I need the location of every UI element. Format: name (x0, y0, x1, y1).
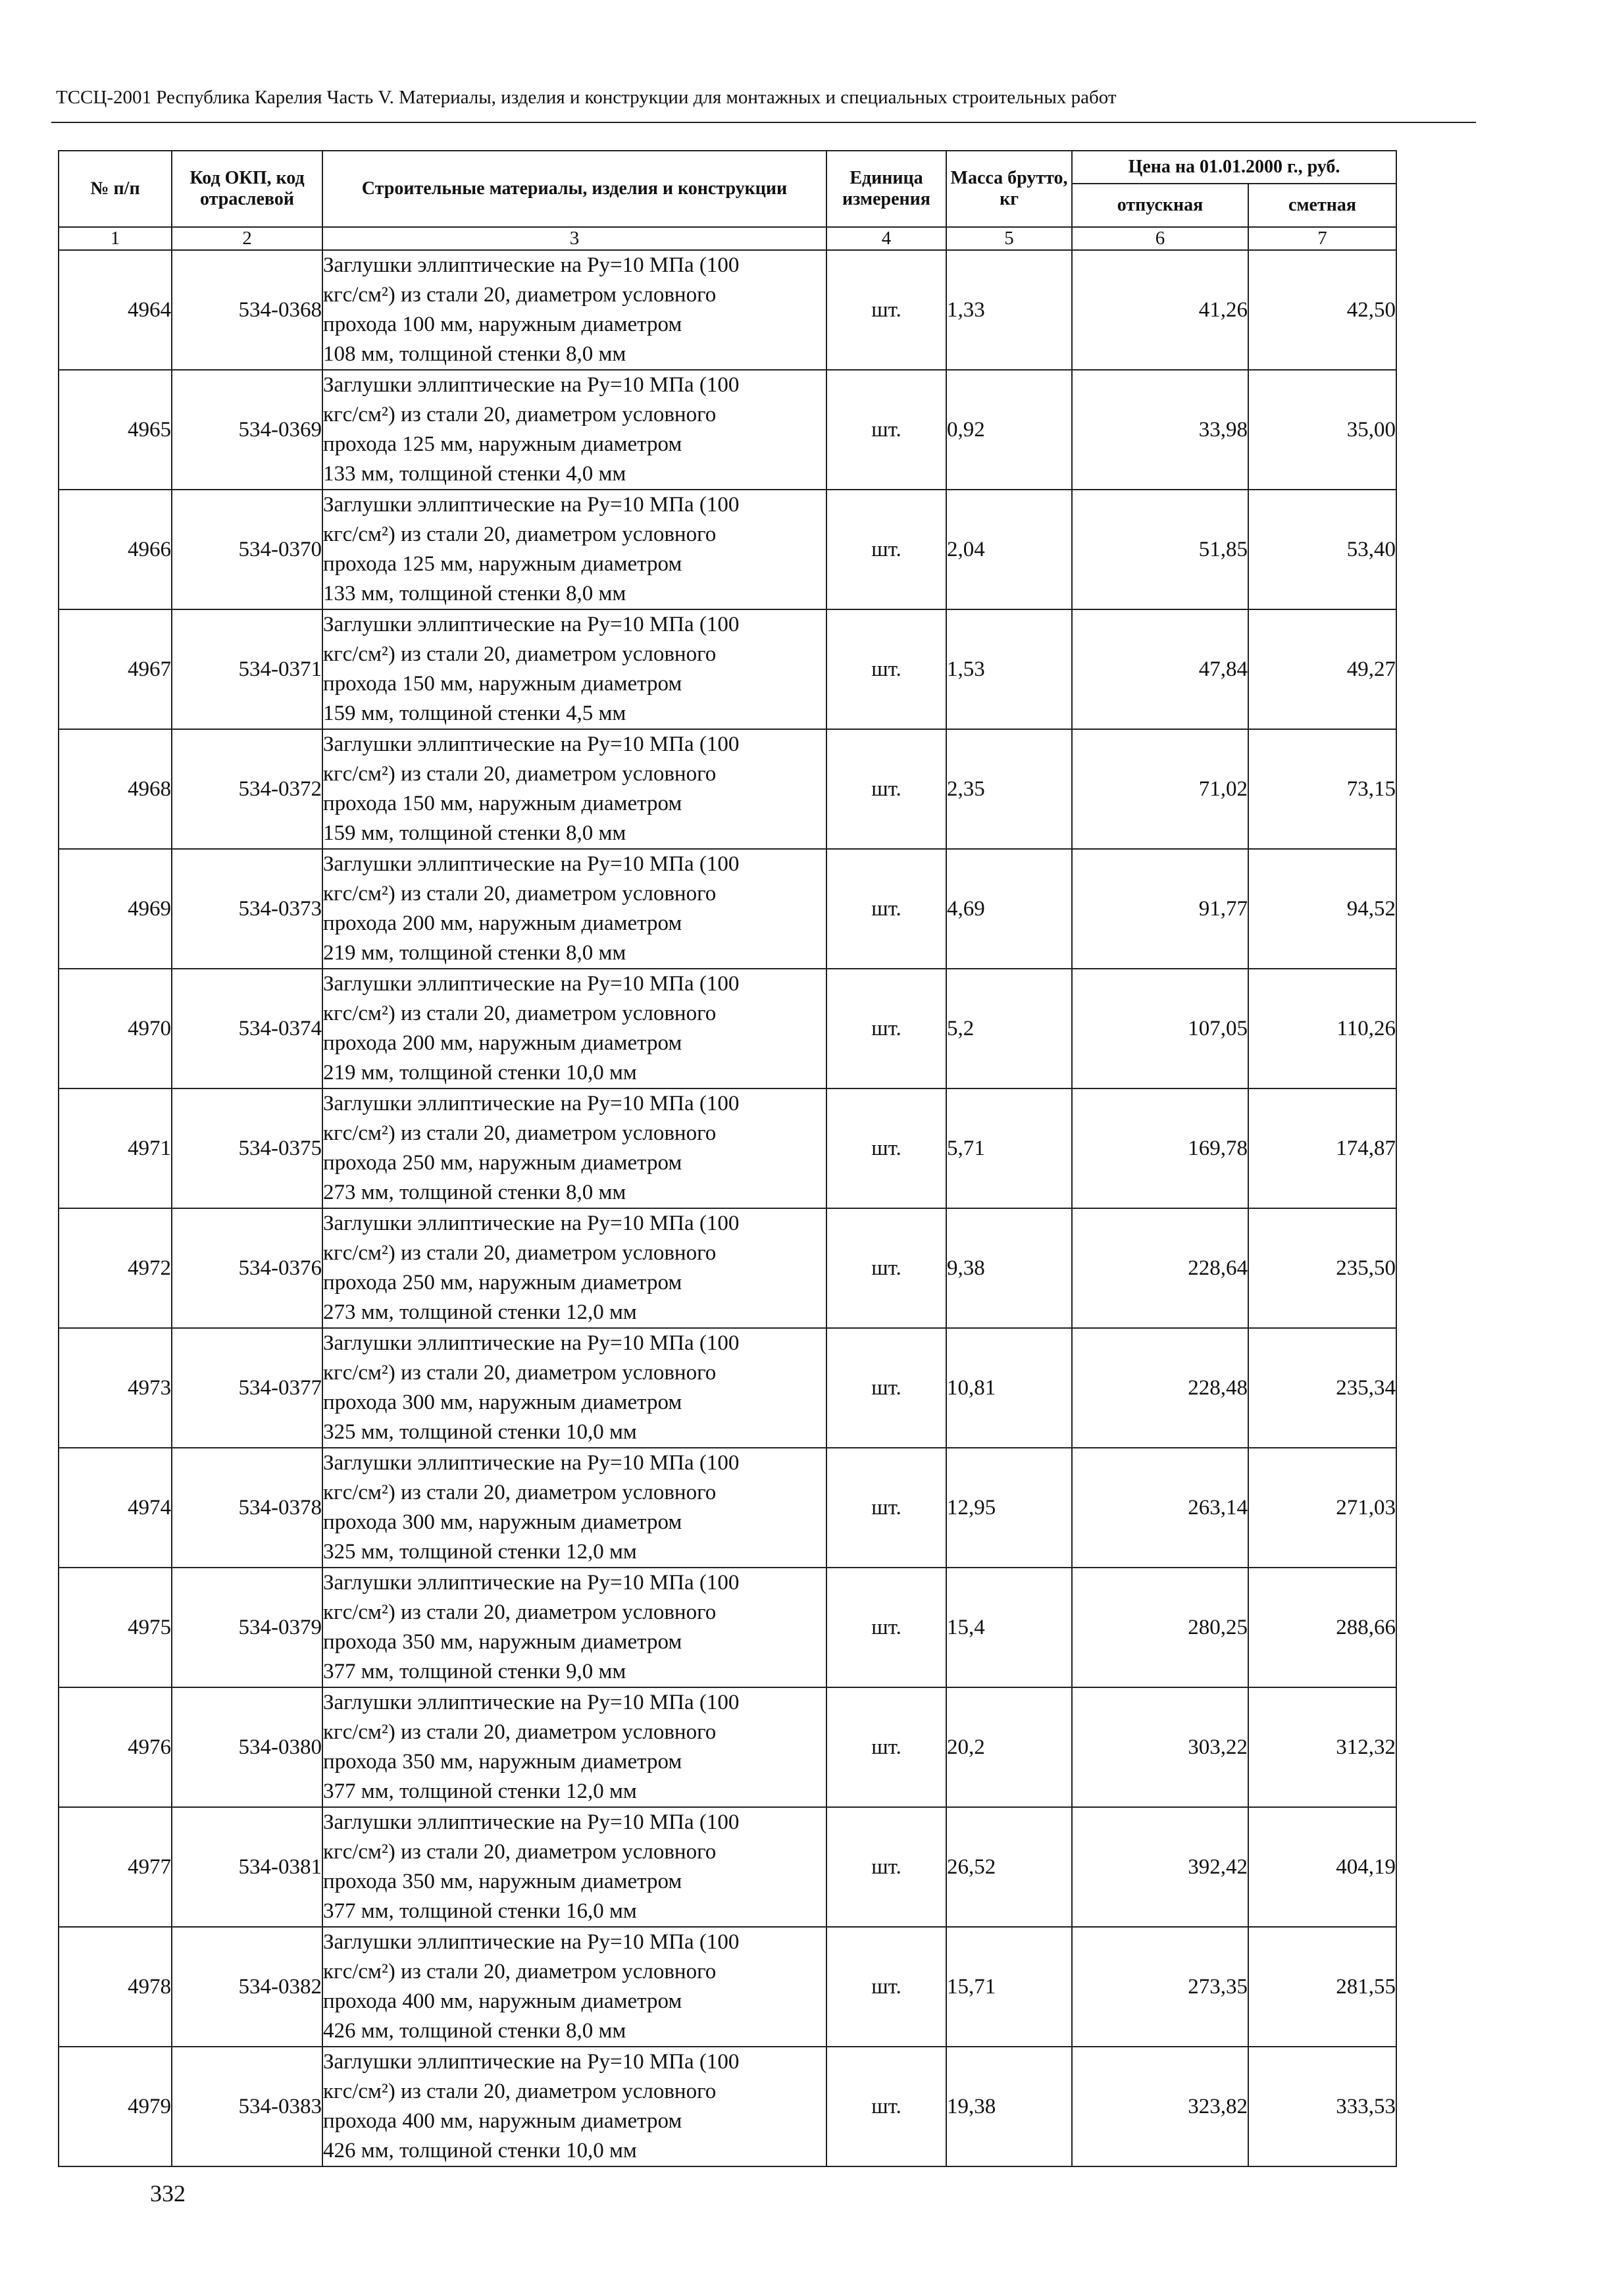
item-description-line: кгс/см²) из стали 20, диаметром условного (323, 2080, 717, 2103)
table-row (59, 1807, 1396, 1927)
item-description-line: прохода 100 мм, наружным диаметром (323, 313, 682, 336)
item-code: 534-0374 (172, 969, 322, 1088)
item-number: 4974 (59, 1448, 172, 1568)
col-header-price-estimate: сметная (1248, 184, 1396, 227)
table-row (59, 1208, 1396, 1328)
column-number: 2 (172, 227, 322, 250)
item-price-release: 273,35 (1072, 1927, 1248, 2047)
item-description (322, 2047, 826, 2166)
item-price-estimate: 94,52 (1248, 849, 1396, 969)
col-header-no: № п/п (59, 151, 172, 227)
item-price-estimate: 73,15 (1248, 729, 1396, 849)
column-number-row (59, 227, 1396, 250)
item-unit: шт. (826, 969, 946, 1088)
item-code: 534-0381 (172, 1807, 322, 1927)
item-price-estimate: 333,53 (1248, 2047, 1396, 2166)
item-mass: 9,38 (946, 1208, 1072, 1328)
item-description (322, 250, 826, 370)
item-description-line: прохода 350 мм, наружным диаметром (323, 1870, 682, 1893)
item-mass: 5,71 (946, 1088, 1072, 1208)
item-description-line: прохода 150 мм, наружным диаметром (323, 792, 682, 815)
item-mass: 1,33 (946, 250, 1072, 370)
item-price-estimate: 235,34 (1248, 1328, 1396, 1448)
item-unit: шт. (826, 1687, 946, 1807)
item-description (322, 849, 826, 969)
item-description-line: Заглушки эллиптические на Ру=10 МПа (100 (323, 1092, 740, 1115)
item-number: 4966 (59, 490, 172, 609)
item-description-line: кгс/см²) из стали 20, диаметром условного (323, 283, 717, 307)
item-mass: 0,92 (946, 370, 1072, 490)
item-description-line: Заглушки эллиптические на Ру=10 МПа (100 (323, 1331, 740, 1355)
table-row (59, 250, 1396, 370)
item-description (322, 1088, 826, 1208)
table-row (59, 2047, 1396, 2166)
item-mass: 1,53 (946, 609, 1072, 729)
table-row (59, 1687, 1396, 1807)
table-row (59, 370, 1396, 490)
item-description-line: кгс/см²) из стали 20, диаметром условного (323, 523, 717, 546)
item-number: 4968 (59, 729, 172, 849)
item-description-line: кгс/см²) из стали 20, диаметром условного (323, 1002, 717, 1025)
item-description-line: 133 мм, толщиной стенки 4,0 мм (323, 462, 626, 486)
item-description-line: 325 мм, толщиной стенки 12,0 мм (323, 1540, 637, 1564)
item-price-release: 323,82 (1072, 2047, 1248, 2166)
item-unit: шт. (826, 250, 946, 370)
col-header-price-group: Цена на 01.01.2000 г., руб. (1072, 151, 1396, 184)
item-description-line: прохода 250 мм, наружным диаметром (323, 1271, 682, 1294)
item-description-line: прохода 125 мм, наружным диаметром (323, 552, 682, 576)
item-description-line: кгс/см²) из стали 20, диаметром условного (323, 1481, 717, 1504)
item-description-line: 325 мм, толщиной стенки 10,0 мм (323, 1420, 637, 1444)
item-mass: 12,95 (946, 1448, 1072, 1568)
item-description-line: кгс/см²) из стали 20, диаметром условного (323, 1840, 717, 1864)
item-description-line: кгс/см²) из стали 20, диаметром условного (323, 403, 717, 426)
item-mass: 26,52 (946, 1807, 1072, 1927)
item-code: 534-0383 (172, 2047, 322, 2166)
item-number: 4975 (59, 1568, 172, 1687)
item-number: 4979 (59, 2047, 172, 2166)
item-description-line: 377 мм, толщиной стенки 16,0 мм (323, 1899, 637, 1923)
item-description-line: 377 мм, толщиной стенки 12,0 мм (323, 1779, 637, 1803)
item-description-line: 159 мм, толщиной стенки 8,0 мм (323, 821, 626, 845)
item-price-release: 47,84 (1072, 609, 1248, 729)
item-code: 534-0382 (172, 1927, 322, 2047)
item-price-estimate: 235,50 (1248, 1208, 1396, 1328)
col-header-mass: Масса брутто, кг (946, 151, 1072, 227)
item-price-release: 107,05 (1072, 969, 1248, 1088)
item-description (322, 1927, 826, 2047)
item-code: 534-0368 (172, 250, 322, 370)
item-code: 534-0370 (172, 490, 322, 609)
item-description (322, 1568, 826, 1687)
col-header-unit: Единица измерения (826, 151, 946, 227)
item-mass: 2,04 (946, 490, 1072, 609)
item-description-line: прохода 200 мм, наружным диаметром (323, 911, 682, 935)
item-price-release: 303,22 (1072, 1687, 1248, 1807)
item-description-line: прохода 300 мм, наружным диаметром (323, 1510, 682, 1534)
item-price-release: 263,14 (1072, 1448, 1248, 1568)
item-number: 4976 (59, 1687, 172, 1807)
table-row (59, 609, 1396, 729)
table-row (59, 1568, 1396, 1687)
table-row (59, 490, 1396, 609)
item-price-estimate: 110,26 (1248, 969, 1396, 1088)
item-price-release: 169,78 (1072, 1088, 1248, 1208)
table-header-row (59, 151, 1396, 184)
item-description-line: Заглушки эллиптические на Ру=10 МПа (100 (323, 1691, 740, 1714)
item-number: 4977 (59, 1807, 172, 1927)
item-mass: 5,2 (946, 969, 1072, 1088)
item-description-line: Заглушки эллиптические на Ру=10 МПа (100 (323, 373, 740, 397)
item-price-release: 228,64 (1072, 1208, 1248, 1328)
item-mass: 20,2 (946, 1687, 1072, 1807)
item-unit: шт. (826, 1448, 946, 1568)
item-description-line: прохода 400 мм, наружным диаметром (323, 2109, 682, 2133)
item-price-estimate: 271,03 (1248, 1448, 1396, 1568)
header-divider (51, 122, 1476, 123)
item-description (322, 609, 826, 729)
item-code: 534-0373 (172, 849, 322, 969)
item-description (322, 1328, 826, 1448)
col-header-price-release: отпускная (1072, 184, 1248, 227)
item-description-line: кгс/см²) из стали 20, диаметром условного (323, 882, 717, 906)
item-description-line: 219 мм, толщиной стенки 10,0 мм (323, 1061, 637, 1085)
page-number: 332 (150, 2180, 186, 2207)
item-code: 534-0379 (172, 1568, 322, 1687)
item-code: 534-0378 (172, 1448, 322, 1568)
item-number: 4964 (59, 250, 172, 370)
item-price-estimate: 174,87 (1248, 1088, 1396, 1208)
item-number: 4973 (59, 1328, 172, 1448)
item-price-release: 392,42 (1072, 1807, 1248, 1927)
item-mass: 10,81 (946, 1328, 1072, 1448)
col-header-name: Строительные материалы, изделия и конструкции (322, 151, 826, 227)
column-number: 1 (59, 227, 172, 250)
item-description-line: прохода 350 мм, наружным диаметром (323, 1630, 682, 1654)
item-unit: шт. (826, 1208, 946, 1328)
item-code: 534-0372 (172, 729, 322, 849)
item-price-estimate: 312,32 (1248, 1687, 1396, 1807)
item-price-release: 91,77 (1072, 849, 1248, 969)
table-row (59, 1448, 1396, 1568)
item-description (322, 1208, 826, 1328)
item-number: 4978 (59, 1927, 172, 2047)
item-description-line: 108 мм, толщиной стенки 8,0 мм (323, 342, 626, 366)
item-description-line: прохода 350 мм, наружным диаметром (323, 1750, 682, 1774)
item-unit: шт. (826, 1328, 946, 1448)
item-description-line: Заглушки эллиптические на Ру=10 МПа (100 (323, 2050, 740, 2074)
item-unit: шт. (826, 1807, 946, 1927)
item-price-estimate: 49,27 (1248, 609, 1396, 729)
item-price-release: 228,48 (1072, 1328, 1248, 1448)
item-description (322, 729, 826, 849)
item-description-line: кгс/см²) из стали 20, диаметром условного (323, 1241, 717, 1265)
item-description-line: 426 мм, толщиной стенки 8,0 мм (323, 2019, 626, 2043)
table-body (59, 250, 1396, 2166)
item-description-line: 159 мм, толщиной стенки 4,5 мм (323, 702, 626, 725)
item-unit: шт. (826, 1088, 946, 1208)
item-unit: шт. (826, 1927, 946, 2047)
col-header-code: Код ОКП, код отраслевой (172, 151, 322, 227)
item-number: 4970 (59, 969, 172, 1088)
item-unit: шт. (826, 1568, 946, 1687)
item-unit: шт. (826, 2047, 946, 2166)
item-price-estimate: 404,19 (1248, 1807, 1396, 1927)
item-unit: шт. (826, 609, 946, 729)
item-mass: 15,71 (946, 1927, 1072, 2047)
item-code: 534-0377 (172, 1328, 322, 1448)
item-code: 534-0380 (172, 1687, 322, 1807)
item-description-line: 133 мм, толщиной стенки 8,0 мм (323, 582, 626, 605)
item-code: 534-0371 (172, 609, 322, 729)
item-description-line: Заглушки эллиптические на Ру=10 МПа (100 (323, 1212, 740, 1235)
item-number: 4967 (59, 609, 172, 729)
running-header: ТССЦ-2001 Республика Карелия Часть V. Материалы, изделия и конструкции для монтажных и специальных строительных работ (56, 87, 1117, 108)
item-description-line: 219 мм, толщиной стенки 8,0 мм (323, 941, 626, 965)
item-description-line: Заглушки эллиптические на Ру=10 МПа (100 (323, 1930, 740, 1954)
item-price-estimate: 42,50 (1248, 250, 1396, 370)
item-description-line: прохода 250 мм, наружным диаметром (323, 1151, 682, 1175)
item-description-line: прохода 300 мм, наружным диаметром (323, 1391, 682, 1414)
item-description (322, 1807, 826, 1927)
item-number: 4971 (59, 1088, 172, 1208)
item-mass: 19,38 (946, 2047, 1072, 2166)
item-price-estimate: 53,40 (1248, 490, 1396, 609)
item-description-line: 426 мм, толщиной стенки 10,0 мм (323, 2139, 637, 2162)
item-price-release: 41,26 (1072, 250, 1248, 370)
column-number: 5 (946, 227, 1072, 250)
item-code: 534-0375 (172, 1088, 322, 1208)
item-description-line: прохода 400 мм, наружным диаметром (323, 1989, 682, 2013)
item-price-release: 33,98 (1072, 370, 1248, 490)
item-description-line: Заглушки эллиптические на Ру=10 МПа (100 (323, 852, 740, 876)
table-row (59, 849, 1396, 969)
column-number: 3 (322, 227, 826, 250)
item-description (322, 370, 826, 490)
item-description (322, 1448, 826, 1568)
column-number: 6 (1072, 227, 1248, 250)
item-description-line: кгс/см²) из стали 20, диаметром условного (323, 1960, 717, 1983)
item-code: 534-0376 (172, 1208, 322, 1328)
item-description-line: Заглушки эллиптические на Ру=10 МПа (100 (323, 493, 740, 517)
item-number: 4972 (59, 1208, 172, 1328)
item-description-line: кгс/см²) из стали 20, диаметром условного (323, 1361, 717, 1385)
item-description-line: Заглушки эллиптические на Ру=10 МПа (100 (323, 972, 740, 996)
item-description-line: прохода 125 мм, наружным диаметром (323, 432, 682, 456)
table-row (59, 969, 1396, 1088)
item-description-line: кгс/см²) из стали 20, диаметром условного (323, 1600, 717, 1624)
item-description-line: 273 мм, толщиной стенки 8,0 мм (323, 1181, 626, 1204)
item-description-line: прохода 150 мм, наружным диаметром (323, 672, 682, 696)
item-description (322, 1687, 826, 1807)
item-description-line: кгс/см²) из стали 20, диаметром условного (323, 762, 717, 786)
item-price-estimate: 35,00 (1248, 370, 1396, 490)
table-row (59, 1088, 1396, 1208)
item-number: 4965 (59, 370, 172, 490)
column-number: 4 (826, 227, 946, 250)
item-description-line: прохода 200 мм, наружным диаметром (323, 1031, 682, 1055)
item-mass: 4,69 (946, 849, 1072, 969)
item-description (322, 969, 826, 1088)
item-price-release: 71,02 (1072, 729, 1248, 849)
item-description-line: Заглушки эллиптические на Ру=10 МПа (100 (323, 253, 740, 277)
item-unit: шт. (826, 849, 946, 969)
item-unit: шт. (826, 370, 946, 490)
item-description (322, 490, 826, 609)
item-description-line: кгс/см²) из стали 20, диаметром условного (323, 1121, 717, 1145)
table-row (59, 1927, 1396, 2047)
item-unit: шт. (826, 729, 946, 849)
item-mass: 15,4 (946, 1568, 1072, 1687)
item-number: 4969 (59, 849, 172, 969)
item-description-line: Заглушки эллиптические на Ру=10 МПа (100 (323, 1571, 740, 1595)
item-mass: 2,35 (946, 729, 1072, 849)
item-description-line: кгс/см²) из стали 20, диаметром условного (323, 642, 717, 666)
item-unit: шт. (826, 490, 946, 609)
item-description-line: 273 мм, толщиной стенки 12,0 мм (323, 1300, 637, 1324)
item-price-release: 280,25 (1072, 1568, 1248, 1687)
item-code: 534-0369 (172, 370, 322, 490)
item-description-line: Заглушки эллиптические на Ру=10 МПа (100 (323, 613, 740, 636)
price-table (58, 150, 1397, 2167)
table-row (59, 1328, 1396, 1448)
item-description-line: Заглушки эллиптические на Ру=10 МПа (100 (323, 1810, 740, 1834)
item-description-line: Заглушки эллиптические на Ру=10 МПа (100 (323, 732, 740, 756)
item-price-estimate: 281,55 (1248, 1927, 1396, 2047)
item-description-line: Заглушки эллиптические на Ру=10 МПа (100 (323, 1451, 740, 1475)
table-row (59, 729, 1396, 849)
item-price-estimate: 288,66 (1248, 1568, 1396, 1687)
item-price-release: 51,85 (1072, 490, 1248, 609)
column-number: 7 (1248, 227, 1396, 250)
item-description-line: 377 мм, толщиной стенки 9,0 мм (323, 1660, 626, 1683)
item-description-line: кгс/см²) из стали 20, диаметром условного (323, 1720, 717, 1744)
